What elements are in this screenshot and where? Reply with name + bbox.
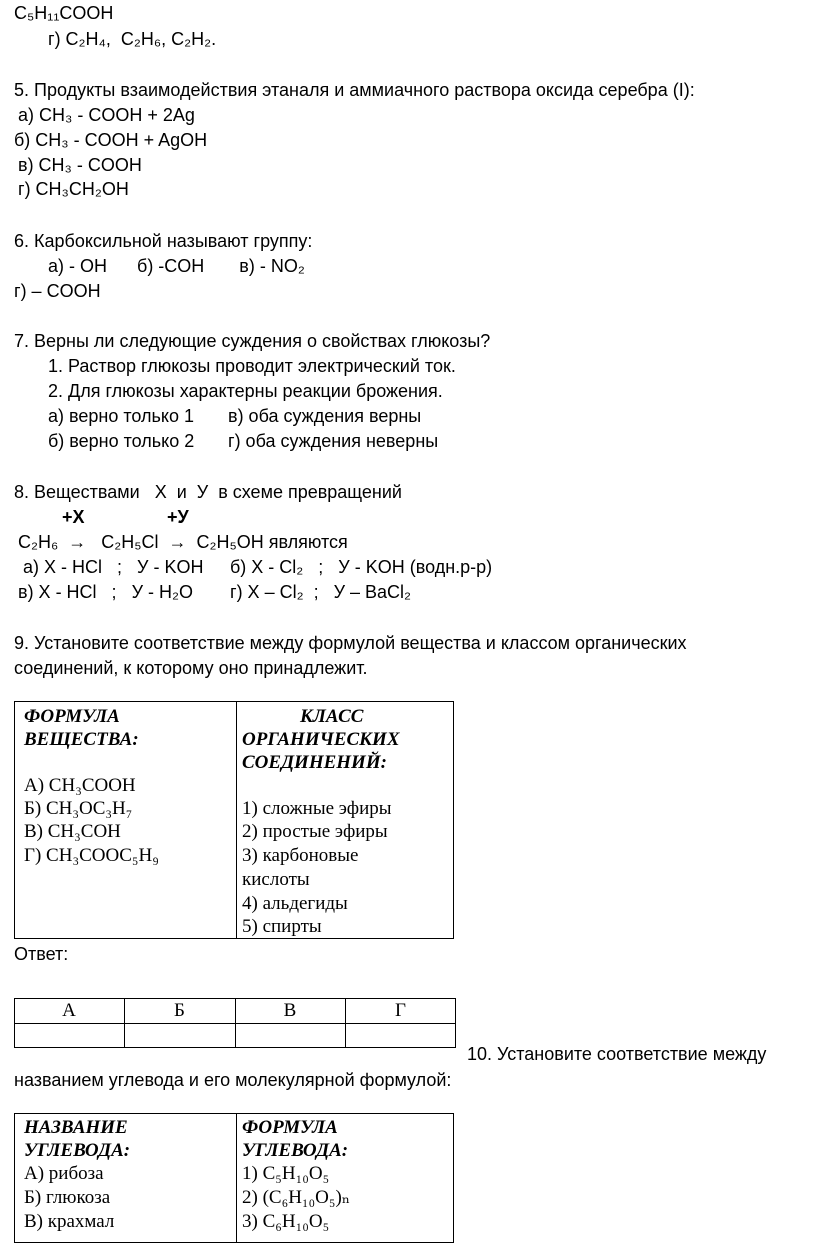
q9-right-item: 4) альдегиды (242, 893, 348, 914)
q10-right-header-1: ФОРМУЛА (242, 1117, 338, 1138)
q9-left-header-2: ВЕЩЕСТВА: (24, 729, 139, 750)
q8-plus-x: +Х (62, 507, 85, 527)
top-option-g: г) C₂H₄, C₂H₆, C₂H₂. (48, 29, 217, 49)
q9-left-item: Б) CH₃OC₃H₇ (24, 798, 133, 819)
q9-right-item: 2) простые эфиры (242, 821, 388, 842)
q5-option-v: в) CH₃ - COOH (18, 155, 142, 175)
q7-option-g: г) оба суждения неверны (228, 431, 439, 451)
answer-cell-b[interactable] (125, 1024, 235, 1047)
q8-question: 8. Веществами Х и У в схеме превращений (14, 482, 402, 502)
q10-right-header-2: УГЛЕВОДА: (242, 1140, 349, 1161)
q10-right-item: 2) (C₆H₁₀O₅)ₙ (242, 1187, 351, 1208)
answer-header-a: А (62, 1000, 76, 1021)
answer-cell-v[interactable] (236, 1024, 345, 1047)
q9-table-divider (236, 701, 237, 939)
q8-option-a: а) Х - HCl ; У - KOH (23, 557, 204, 577)
q10-left-header-1: НАЗВАНИЕ (24, 1117, 128, 1138)
q5-question: 5. Продукты взаимодействия этаналя и аммиачного раствора оксида серебра (I): (14, 80, 695, 100)
q8-option-v: в) Х - HCl ; У - H₂O (18, 582, 193, 602)
answer-cell-a[interactable] (15, 1024, 124, 1047)
q7-option-a: а) верно только 1 (48, 406, 194, 426)
q6-options-line: а) - OH б) -COH в) - NO₂ (48, 256, 305, 276)
q9-right-header-1: КЛАСС (300, 706, 364, 727)
q10-right-item: 1) C₅H₁₀O₅ (242, 1163, 330, 1184)
q9-left-item: А) CH₃COOH (24, 775, 136, 796)
answer-cell-g[interactable] (346, 1024, 455, 1047)
answer-header-g: Г (395, 1000, 406, 1021)
q9-left-item: Г) CH₃COOC₅H₉ (24, 845, 159, 866)
q10-right-item: 3) C₆H₁₀O₅ (242, 1211, 330, 1232)
q10-left-item: Б) глюкоза (24, 1187, 111, 1208)
q8-option-b: б) Х - Cl₂ ; У - KOH (водн.р-р) (230, 557, 493, 577)
q8-plus-y: +У (167, 507, 189, 527)
q10-question-line-2: названием углевода и его молекулярной формулой: (14, 1070, 452, 1090)
q9-right-item: 3) карбоновые (242, 845, 359, 866)
q9-right-item: кислоты (242, 869, 310, 890)
q5-option-a: а) CH₃ - COOH + 2Ag (18, 105, 195, 125)
q9-question-line-1: 9. Установите соответствие между формулой вещества и классом органических (14, 633, 687, 653)
q7-option-b: б) верно только 2 (48, 431, 195, 451)
answer-header-v: В (283, 1000, 297, 1021)
q7-option-v: в) оба суждения верны (228, 406, 422, 426)
q5-option-g: г) CH₃CH₂OH (18, 179, 129, 199)
q10-left-item: А) рибоза (24, 1163, 104, 1184)
q6-question: 6. Карбоксильной называют группу: (14, 231, 313, 251)
q6-option-g: г) – COOH (14, 281, 101, 301)
answer-header-b: Б (174, 1000, 185, 1021)
q10-left-header-2: УГЛЕВОДА: (24, 1140, 131, 1161)
q7-question: 7. Верны ли следующие суждения о свойствах глюкозы? (14, 331, 491, 351)
q9-left-header-1: ФОРМУЛА (24, 706, 120, 727)
q9-question-line-2: соединений, к которому оно принадлежит. (14, 658, 368, 678)
q9-right-item: 1) сложные эфиры (242, 798, 392, 819)
q10-left-item: В) крахмал (24, 1211, 115, 1232)
q9-right-item: 5) спирты (242, 916, 322, 937)
q9-right-header-3: СОЕДИНЕНИЙ: (242, 752, 387, 773)
q7-statement-1: 1. Раствор глюкозы проводит электрический ток. (48, 356, 456, 376)
q10-table-divider (236, 1113, 237, 1243)
q8-scheme: C₂H₆ → C₂H₅Cl → C₂H₅OH являются (18, 532, 348, 552)
q7-statement-2: 2. Для глюкозы характерны реакции брожения. (48, 381, 443, 401)
q9-right-header-2: ОРГАНИЧЕСКИХ (242, 729, 400, 750)
top-formula: C₅H₁₁COOH (14, 3, 114, 23)
q8-option-g: г) Х – Cl₂ ; У – BaCl₂ (230, 582, 412, 602)
q5-option-b: б) CH₃ - COOH + AgOH (14, 130, 208, 150)
q9-left-item: В) CH₃COH (24, 821, 121, 842)
q9-answer-label: Ответ: (14, 944, 69, 964)
q10-question-line-1: 10. Установите соответствие между (467, 1044, 767, 1064)
